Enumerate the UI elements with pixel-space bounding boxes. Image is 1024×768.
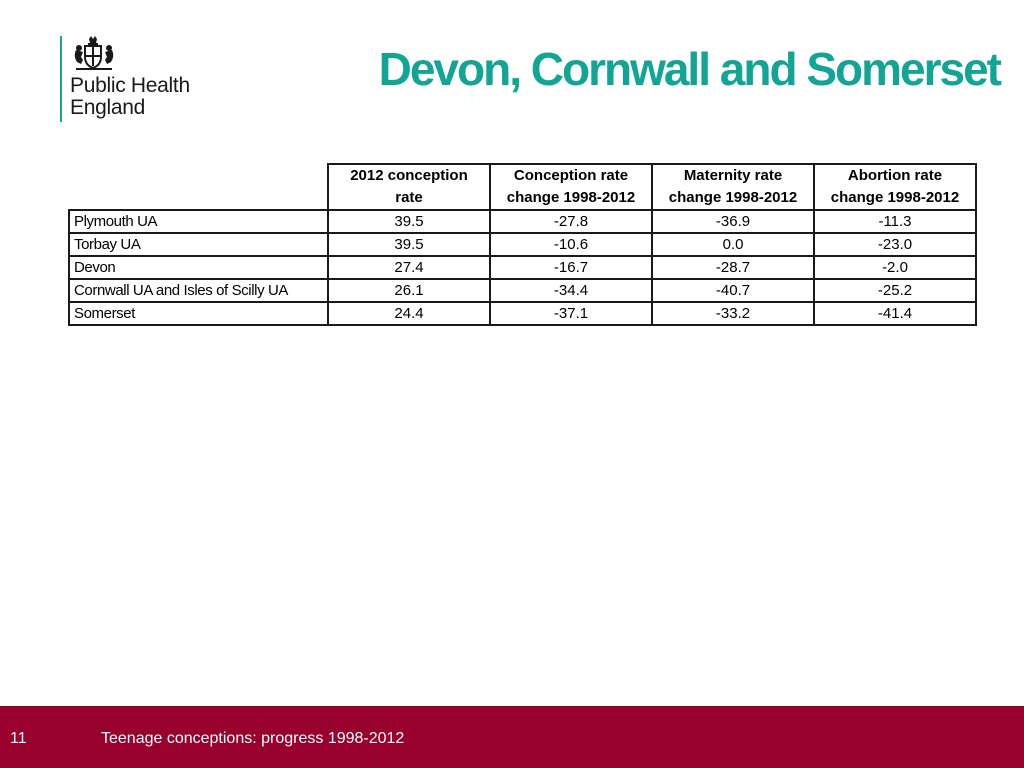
royal-crest-icon [72,36,116,72]
phe-logo [60,36,190,124]
table-row [69,302,976,325]
logo-divider [60,36,62,122]
table-header-row [69,164,976,210]
header-line: Abortion rate [847,167,943,184]
header-cell [814,164,976,210]
value-cell: 27.4 [328,256,490,279]
footer-text: Teenage conceptions: progress 1998-2012 [101,730,405,747]
value-cell: -11.3 [814,210,976,233]
area-cell: Plymouth UA [69,210,328,233]
value-cell: -27.8 [490,210,652,233]
header-cell [652,164,814,210]
header-line: Conception rate [513,167,629,184]
logo-text [70,75,190,119]
logo-line-1: Public Health [70,74,190,97]
value-cell: 0.0 [652,233,814,256]
area-cell: Devon [69,256,328,279]
slide-title: Devon, Cornwall and Somerset [378,43,1000,95]
header-corner [69,164,328,210]
value-cell: -34.4 [490,279,652,302]
table-row [69,279,976,302]
value-cell: 24.4 [328,302,490,325]
page-number: 11 [10,730,27,747]
value-cell: 26.1 [328,279,490,302]
table-row [69,256,976,279]
rates-table [68,163,977,326]
header-line: change 1998-2012 [830,189,960,206]
header-cell [490,164,652,210]
value-cell: -2.0 [814,256,976,279]
value-cell: 39.5 [328,210,490,233]
value-cell: -10.6 [490,233,652,256]
logo-line-2: England [70,96,145,119]
value-cell: -36.9 [652,210,814,233]
footer-bar [0,706,1024,768]
logo-body [70,36,190,119]
value-cell: -40.7 [652,279,814,302]
value-cell: -23.0 [814,233,976,256]
area-cell: Torbay UA [69,233,328,256]
area-cell: Cornwall UA and Isles of Scilly UA [69,279,328,302]
value-cell: -37.1 [490,302,652,325]
value-cell: -41.4 [814,302,976,325]
header-line: change 1998-2012 [506,189,636,206]
table-row [69,233,976,256]
header-line: rate [395,189,423,206]
header-line: change 1998-2012 [668,189,798,206]
header-line: Maternity rate [683,167,783,184]
value-cell: -33.2 [652,302,814,325]
value-cell: -16.7 [490,256,652,279]
header-line: 2012 conception [350,167,468,184]
table-row [69,210,976,233]
value-cell: -25.2 [814,279,976,302]
area-cell: Somerset [69,302,328,325]
value-cell: -28.7 [652,256,814,279]
value-cell: 39.5 [328,233,490,256]
header-cell [328,164,490,210]
